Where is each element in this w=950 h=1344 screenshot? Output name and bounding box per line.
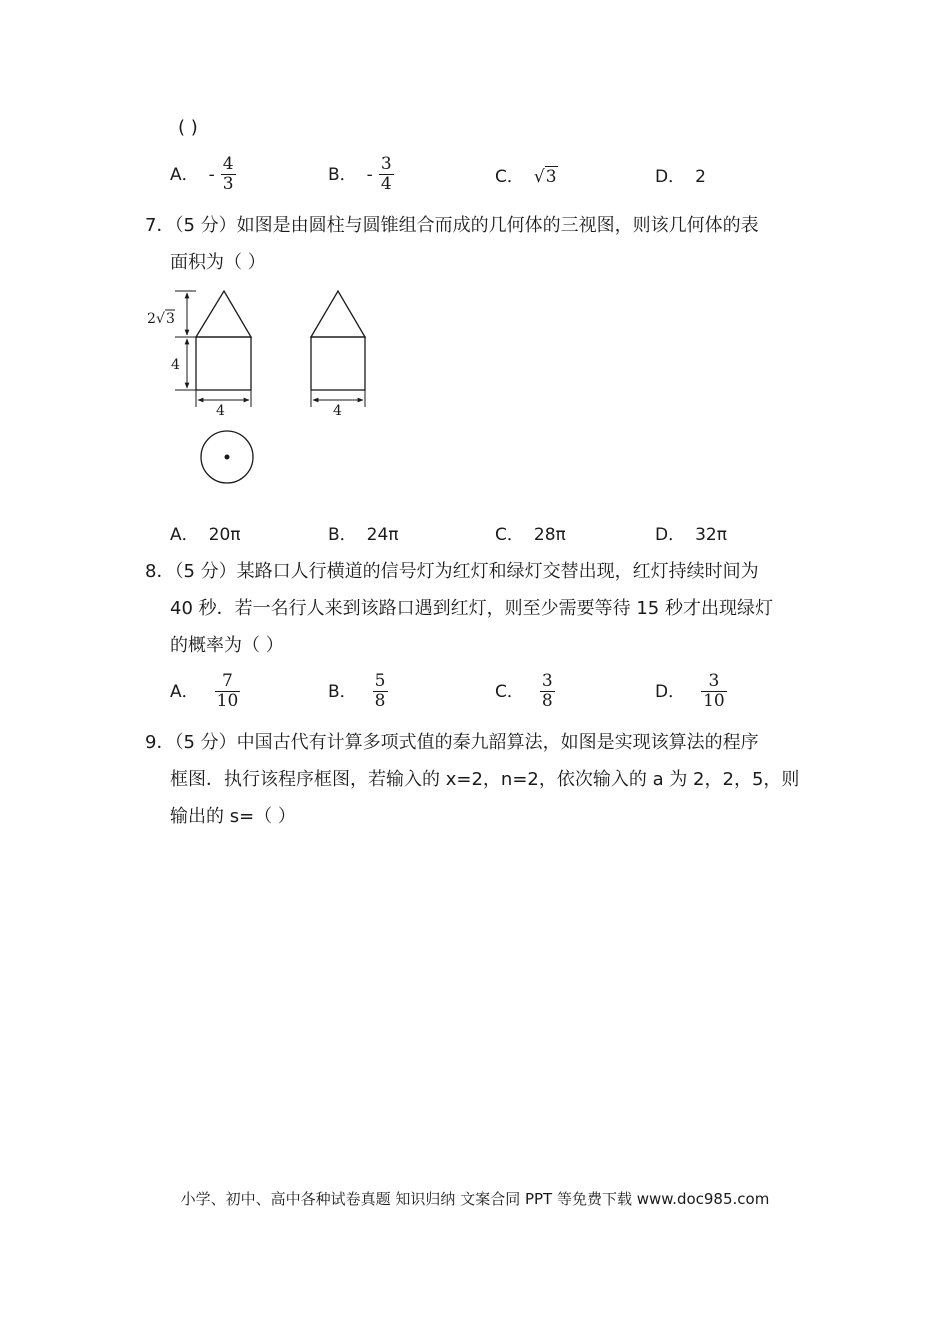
option-label: C． bbox=[495, 525, 524, 545]
option-label: D． bbox=[655, 525, 686, 545]
dim-label-top-radicand: 3 bbox=[166, 311, 175, 327]
dim-label-top-radical: √ bbox=[156, 311, 165, 327]
q9-question-line-3: 输出的 s=（ ） bbox=[170, 806, 296, 827]
numerator: 7 bbox=[222, 671, 233, 691]
q6-option-a bbox=[170, 155, 236, 194]
option-value: 24π bbox=[366, 525, 399, 545]
numerator: 3 bbox=[380, 154, 392, 174]
fraction bbox=[373, 672, 388, 711]
option-label: A． bbox=[170, 681, 199, 702]
q6-option-b bbox=[328, 155, 394, 194]
denominator: 4 bbox=[380, 174, 392, 194]
option-label: A． bbox=[170, 164, 199, 185]
option-label: D． bbox=[655, 681, 686, 702]
option-label: D． bbox=[655, 167, 686, 187]
q6-option-c bbox=[495, 165, 558, 189]
denominator: 3 bbox=[222, 174, 234, 194]
q9-question-line-2: 框图．执行该程序框图，若输入的 x=2，n=2，依次输入的 a 为 2，2，5，则 bbox=[170, 769, 800, 790]
q7-option-c bbox=[495, 523, 566, 547]
page-footer: 小学、初中、高中各种试卷真题 知识归纳 文案合同 PPT 等免费下载 www.doc985.com bbox=[180, 1190, 770, 1208]
denominator: 8 bbox=[374, 691, 386, 711]
numerator: 4 bbox=[222, 154, 234, 174]
q7-three-view-figure bbox=[140, 285, 380, 495]
q8-option-c bbox=[495, 672, 555, 711]
fraction bbox=[379, 155, 394, 194]
option-value: 28π bbox=[533, 525, 566, 545]
q6-option-d bbox=[655, 165, 706, 189]
denominator: 8 bbox=[541, 691, 553, 711]
q8-question-line-2: 40 秒．若一名行人来到该路口遇到红灯，则至少需要等待 15 秒才出现绿灯 bbox=[170, 598, 773, 619]
square-root bbox=[534, 165, 558, 189]
radical-sign: √ bbox=[533, 167, 545, 187]
option-label: B． bbox=[328, 525, 357, 545]
radicand: 3 bbox=[545, 167, 557, 187]
option-label: B． bbox=[328, 681, 357, 702]
option-label: C． bbox=[495, 167, 524, 187]
option-value: 20π bbox=[208, 525, 241, 545]
dim-label-mid: 4 bbox=[171, 357, 180, 373]
q7-option-a bbox=[170, 523, 241, 547]
q6-answer-paren: ( ) bbox=[178, 117, 198, 138]
minus-sign: - bbox=[208, 164, 215, 185]
q7-option-b bbox=[328, 523, 399, 547]
denominator: 10 bbox=[703, 691, 725, 711]
fraction bbox=[215, 672, 241, 711]
side-view bbox=[311, 291, 365, 407]
option-label: B． bbox=[328, 164, 357, 185]
dim-label-width-left: 4 bbox=[216, 403, 225, 419]
q7-question-line-1: 7．（5 分）如图是由圆柱与圆锥组合而成的几何体的三视图，则该几何体的表 bbox=[145, 215, 759, 236]
fraction bbox=[540, 672, 555, 711]
top-view bbox=[201, 431, 253, 483]
numerator: 5 bbox=[374, 671, 386, 691]
numerator: 3 bbox=[708, 671, 720, 691]
option-value: 32π bbox=[695, 525, 727, 545]
q8-option-d bbox=[655, 672, 727, 711]
dim-label-top-coef: 2 bbox=[147, 311, 156, 327]
minus-sign: - bbox=[366, 164, 373, 185]
q7-option-d bbox=[655, 523, 727, 547]
fraction bbox=[221, 155, 236, 194]
q8-option-a bbox=[170, 672, 240, 711]
numerator: 3 bbox=[541, 671, 553, 691]
option-label: A． bbox=[170, 525, 199, 545]
q8-option-b bbox=[328, 672, 388, 711]
q8-question-line-1: 8．（5 分）某路口人行横道的信号灯为红灯和绿灯交替出现，红灯持续时间为 bbox=[145, 561, 759, 582]
q7-question-line-2: 面积为（ ） bbox=[170, 252, 266, 273]
dim-label-width-right: 4 bbox=[333, 403, 342, 419]
option-label: C． bbox=[495, 681, 524, 702]
q9-question-line-1: 9．（5 分）中国古代有计算多项式值的秦九韶算法，如图是实现该算法的程序 bbox=[145, 732, 759, 753]
fraction bbox=[701, 672, 727, 711]
option-value: 2 bbox=[695, 167, 706, 187]
front-view bbox=[175, 291, 251, 407]
q8-question-line-3: 的概率为（ ） bbox=[170, 635, 284, 656]
denominator: 10 bbox=[216, 691, 239, 711]
